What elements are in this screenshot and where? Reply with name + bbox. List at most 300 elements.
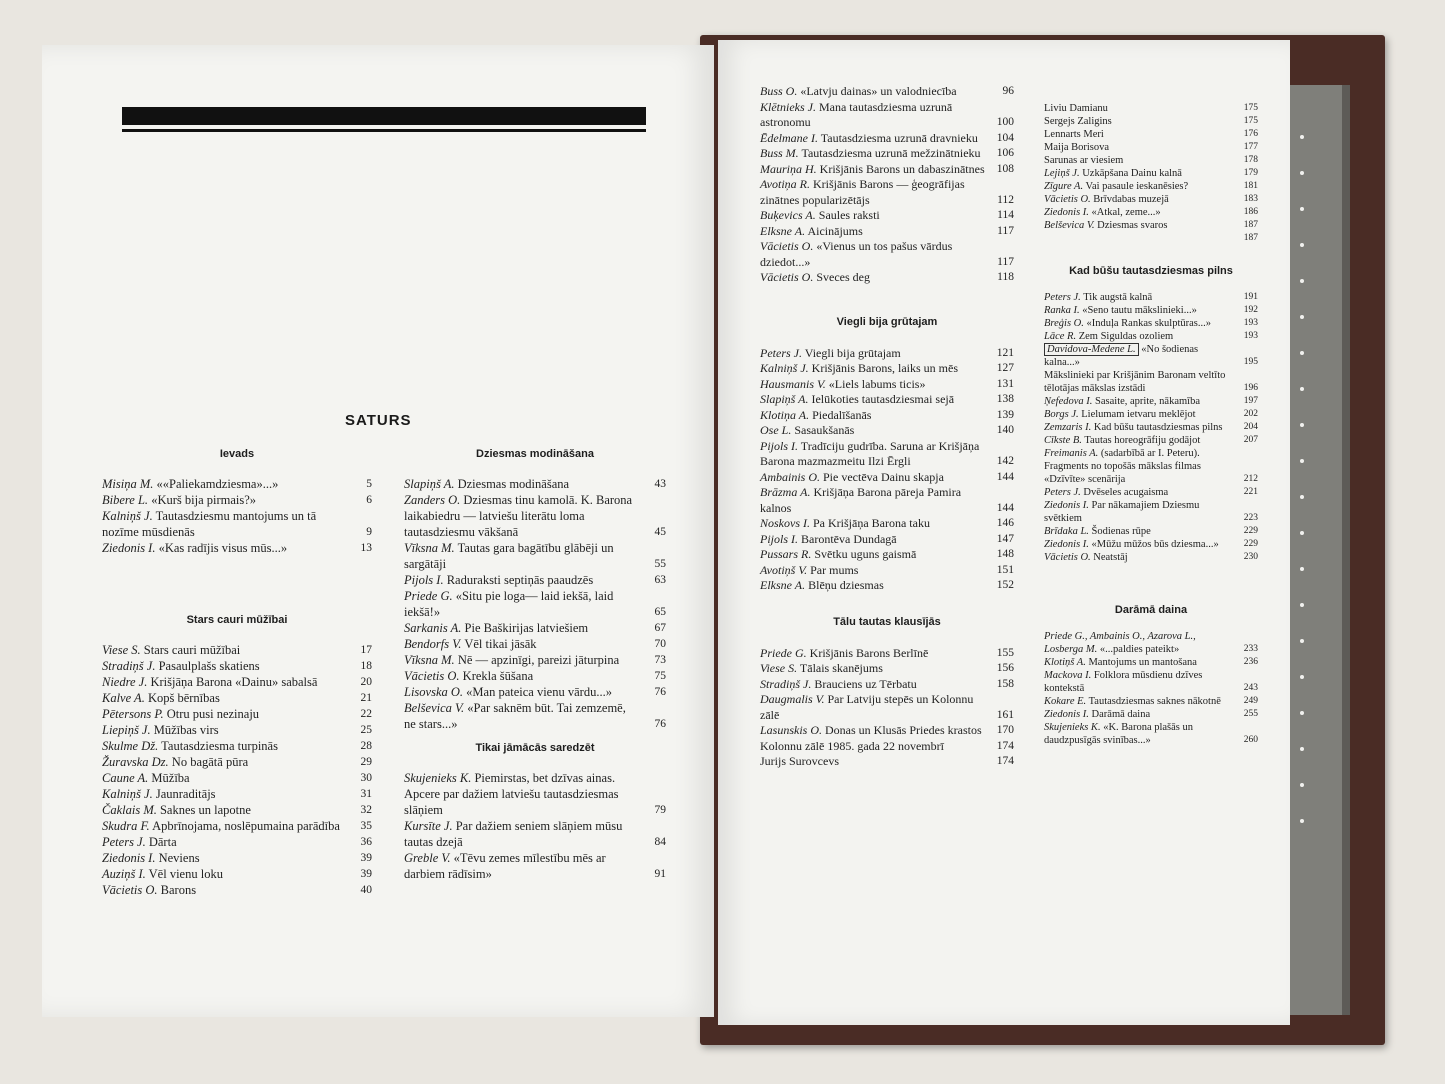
toc-entry-text xyxy=(404,476,644,492)
index-hole xyxy=(1300,783,1304,787)
toc-entry-text xyxy=(1044,141,1236,154)
toc-entry xyxy=(1044,525,1258,538)
toc-entry xyxy=(1044,206,1258,219)
toc-entry xyxy=(102,722,372,738)
toc-entry-page: 139 xyxy=(996,408,1014,421)
toc-entry-page: 175 xyxy=(1243,116,1258,126)
toc-entry xyxy=(404,476,666,492)
toc-entry-text xyxy=(102,642,350,658)
index-hole xyxy=(1300,639,1304,643)
toc-entry-title: Zem Siguldas ozoliem xyxy=(1078,331,1174,342)
toc-entry xyxy=(404,700,666,732)
toc-entry-text xyxy=(760,739,992,755)
toc-entry xyxy=(760,146,1014,162)
toc-entry xyxy=(760,346,1014,362)
toc-entry-page: 55 xyxy=(654,558,666,570)
toc-entry-text xyxy=(1044,421,1236,434)
toc-entry-page: 45 xyxy=(654,526,666,538)
toc-entry-author: Klotiņš A. xyxy=(1044,657,1086,668)
toc-entry-author: Hausmanis V. xyxy=(760,376,826,391)
toc-entry-title: «Induļa Rankas skulptūras...» xyxy=(1086,318,1212,329)
toc-entry-text xyxy=(760,439,992,470)
toc-entry-author: Kursīte J. xyxy=(404,819,453,833)
toc-entry xyxy=(760,677,1014,693)
toc-entry xyxy=(760,470,1014,486)
toc-entry xyxy=(404,850,666,882)
toc-entry-author: Ziedonis I. xyxy=(1044,539,1089,550)
toc-entry xyxy=(1044,141,1258,154)
toc-entry-title: Vēl tikai jāsāk xyxy=(464,637,537,651)
toc-entry-title: Folklora mūsdienu dzīves kontekstā xyxy=(1044,670,1203,694)
toc-entry-page: 193 xyxy=(1243,318,1258,328)
toc-entry-title: Krekla šūšana xyxy=(462,669,534,683)
toc-entry-author: Ziedonis I. xyxy=(1044,207,1089,218)
toc-entry-author: Peters J. xyxy=(1044,487,1081,498)
toc-entry xyxy=(1044,499,1258,525)
toc-entry-page: 144 xyxy=(996,501,1014,514)
toc-entry-page: 207 xyxy=(1243,435,1258,445)
toc-entry xyxy=(1044,695,1258,708)
toc-entry xyxy=(760,723,1014,739)
toc-entry xyxy=(760,162,1014,178)
toc-entry-text xyxy=(760,563,992,579)
toc-entry-title: Tautas horeogrāfiju godājot xyxy=(1084,435,1201,446)
toc-entry xyxy=(404,770,666,818)
toc-entry-title: Tautasdziesma turpinās xyxy=(161,739,278,753)
toc-entry-author: Belševica V. xyxy=(1044,220,1095,231)
toc-entry-title: Neviens xyxy=(158,851,200,865)
toc-entry-page: 29 xyxy=(360,756,372,768)
toc-entry-title: Brauciens uz Tērbatu xyxy=(814,676,917,691)
decorative-rule-thin xyxy=(122,129,646,132)
toc-entry xyxy=(102,770,372,786)
toc-entry-page: 121 xyxy=(996,346,1014,359)
toc-entry-author: Peters J. xyxy=(102,835,146,849)
toc-entry-text xyxy=(760,646,992,662)
toc-entry-page: 142 xyxy=(996,455,1014,467)
toc-entry xyxy=(760,224,1014,240)
toc-entry-page: 43 xyxy=(654,478,666,490)
toc-entry-author: Ziedonis I. xyxy=(1044,500,1089,511)
toc-entry-title: Sveces deg xyxy=(816,270,870,284)
toc-column-left-1 xyxy=(102,448,372,898)
toc-entry-author: Slapiņš A. xyxy=(760,392,809,406)
toc-entry-author: Belševica V. xyxy=(404,701,465,715)
toc-entry-author: Ose L. xyxy=(760,423,792,437)
toc-entry-title: Dziesmas tinu kamolā. K. Barona laikabiedru — latviešu literātu loma tautasdziesmu vākšanā xyxy=(404,493,633,539)
toc-entry xyxy=(760,131,1014,147)
toc-entry-title: «Atkal, zeme...» xyxy=(1091,207,1161,218)
toc-entry-author: Buss M. xyxy=(760,146,799,160)
toc-entry-text xyxy=(760,661,992,677)
toc-entry xyxy=(1044,421,1258,434)
toc-entry xyxy=(102,786,372,802)
toc-entry-page: 117 xyxy=(997,224,1014,237)
toc-entry-author: Ēdelmane I. xyxy=(760,130,818,145)
toc-entry-page: 32 xyxy=(360,804,372,816)
toc-entry-text xyxy=(404,636,644,652)
toc-entry xyxy=(1044,219,1258,232)
toc-entry-author: Peters J. xyxy=(760,345,802,360)
toc-entry xyxy=(1044,102,1258,115)
toc-entry-title: Dārta xyxy=(148,835,177,849)
toc-entry xyxy=(404,540,666,572)
toc-entry-title: Tautasdziesmas saknes nākotnē xyxy=(1088,696,1221,707)
toc-entry-title: Pasaulplašs skatiens xyxy=(158,659,260,673)
toc-entry-text xyxy=(102,802,350,818)
toc-entry-title: Krišjānis Barons — ģeogrāfijas zinātnes popularizētājs xyxy=(760,177,965,207)
toc-entry-author: Ņefedova I. xyxy=(1044,396,1093,407)
toc-entry-page: 84 xyxy=(654,836,666,848)
toc-entry-page: 22 xyxy=(360,708,372,720)
toc-entry-page: 35 xyxy=(360,820,372,832)
section-heading: Kad būšu tautasdziesmas pilns xyxy=(1069,265,1233,277)
toc-entry-title: Pie Baškirijas latviešiem xyxy=(464,621,589,635)
toc-entry-page: 260 xyxy=(1243,735,1258,745)
toc-entry-author: Pussars R. xyxy=(760,547,812,561)
toc-entry-page: 187 xyxy=(1243,220,1258,230)
toc-entry-author: Elksne A. xyxy=(760,578,806,592)
toc-entry xyxy=(1044,304,1258,317)
toc-entry-text xyxy=(760,392,992,408)
toc-entry-page: 30 xyxy=(360,772,372,784)
toc-entry xyxy=(1044,291,1258,304)
toc-entry-text xyxy=(1044,219,1236,232)
toc-entry-author: Lāce R. xyxy=(1044,331,1077,342)
toc-entry-text xyxy=(102,818,350,834)
toc-entry xyxy=(760,563,1014,579)
toc-entry-title: Piedalīšanās xyxy=(812,407,872,422)
index-hole xyxy=(1300,711,1304,715)
toc-entry xyxy=(760,208,1014,224)
toc-entry xyxy=(1044,708,1258,721)
toc-entry-title: Neatstāj xyxy=(1093,552,1128,563)
toc-entry-title: Saules raksti xyxy=(818,208,880,222)
toc-entry-title: Brīvdabas muzejā xyxy=(1093,194,1169,205)
toc-entry-title: Pa Krišjāņa Barona taku xyxy=(813,516,930,530)
toc-entry-page: 79 xyxy=(654,804,666,816)
toc-entry-text xyxy=(404,652,644,668)
toc-entry xyxy=(102,690,372,706)
toc-entry-page: 40 xyxy=(360,884,372,896)
toc-entry-text xyxy=(760,408,992,424)
toc-entry-page: 91 xyxy=(654,868,666,880)
index-hole xyxy=(1300,315,1304,319)
toc-entry-text xyxy=(1044,525,1236,538)
toc-entry xyxy=(102,818,372,834)
toc-entry-author: Pijols I. xyxy=(760,438,798,453)
toc-entry xyxy=(102,540,372,556)
toc-entry-author: Viese S. xyxy=(760,661,798,675)
toc-entry-text xyxy=(404,668,644,684)
toc-entry-author: Priede G. xyxy=(760,645,807,660)
toc-entry-author: Čaklais M. xyxy=(102,803,157,817)
toc-entry-author: Viese S. xyxy=(102,643,141,657)
toc-entry-page: 9 xyxy=(366,526,372,538)
toc-entry-text xyxy=(404,684,644,700)
toc-entry-page: 243 xyxy=(1243,683,1258,693)
toc-entry-author: Avotiņš V. xyxy=(760,562,808,577)
section-heading: Ievads xyxy=(219,448,255,460)
toc-entry-author: Stradiņš J. xyxy=(760,676,812,691)
toc-entry-text xyxy=(1044,317,1236,330)
toc-entry-page: 100 xyxy=(996,116,1014,128)
toc-entry-text xyxy=(1044,343,1236,369)
toc-entry-page: 230 xyxy=(1243,552,1258,562)
toc-entry-text xyxy=(1044,395,1236,408)
toc-entry-title: Tālais skanējums xyxy=(799,661,883,675)
toc-entry-author: Kokare E. xyxy=(1044,696,1087,707)
toc-entry-author: Vācietis O. xyxy=(1044,552,1091,563)
toc-entry-text xyxy=(102,540,350,556)
toc-entry-text xyxy=(1044,291,1236,304)
toc-entry xyxy=(102,738,372,754)
toc-entry-page: 108 xyxy=(996,162,1014,175)
toc-entry-author: Skujenieks K. xyxy=(404,771,472,785)
toc-entry-author: Buss O. xyxy=(760,84,798,98)
toc-entry-page: 204 xyxy=(1243,422,1258,432)
toc-entry-title: Stars cauri mūžībai xyxy=(143,643,241,657)
index-hole xyxy=(1300,207,1304,211)
toc-entry-page: 39 xyxy=(360,868,372,880)
toc-entry xyxy=(760,547,1014,563)
toc-entry-page: 13 xyxy=(360,542,372,554)
toc-entry-title: Raduraksti septiņās paaudzēs xyxy=(446,573,594,587)
toc-entry-page: 161 xyxy=(996,708,1014,721)
toc-entry xyxy=(404,668,666,684)
toc-entry-text xyxy=(760,84,992,100)
toc-entry-text xyxy=(1044,115,1236,128)
toc-entry-title: Otru pusi nezinaju xyxy=(166,707,260,721)
toc-entry-author: Bibere L. xyxy=(102,493,149,507)
toc-entry-title: Tik augstā kalnā xyxy=(1083,292,1153,303)
toc-entry-page: 25 xyxy=(360,724,372,736)
toc-entry-title: Jaunraditājs xyxy=(155,787,216,801)
toc-entry-page: 112 xyxy=(997,193,1014,206)
toc-entry-title: Lielumam ietvaru meklējot xyxy=(1081,409,1196,420)
toc-entry-title: «Kurš bija pirmais?» xyxy=(151,493,257,507)
toc-entry-page: 5 xyxy=(366,478,372,490)
toc-entry xyxy=(1044,369,1258,395)
toc-entry-text xyxy=(760,470,992,486)
section-heading: Stars cauri mūžībai xyxy=(186,614,288,626)
toc-entry-page: 202 xyxy=(1243,409,1258,419)
toc-entry-author: Žuravska Dz. xyxy=(102,755,169,769)
toc-entry-title: «Situ pie loga— laid iekšā, laid iekšā!» xyxy=(404,589,614,619)
toc-entry xyxy=(760,578,1014,594)
toc-entry-title: No bagātā pūra xyxy=(171,755,249,769)
toc-entry-title: Barons xyxy=(160,883,197,897)
toc-entry-page: 175 xyxy=(1243,103,1258,113)
toc-entry-page: 156 xyxy=(996,662,1014,674)
toc-entry xyxy=(760,692,1014,723)
toc-entry xyxy=(1044,154,1258,167)
toc-entry-title: Par dažiem seniem slāņiem mūsu tautas dzejā xyxy=(404,819,623,849)
toc-entry-page: 192 xyxy=(1243,305,1258,315)
toc-entry xyxy=(1044,721,1258,747)
toc-entry-title: «Man pateica vienu vārdu...» xyxy=(466,685,612,699)
toc-entry-author: Lisovska O. xyxy=(404,685,464,699)
toc-entry-author: Zemzaris I. xyxy=(1044,422,1092,433)
toc-entry-title: ««Paliekamdziesma»...» xyxy=(156,477,279,491)
toc-entry xyxy=(102,476,372,492)
toc-entry-text xyxy=(404,588,644,620)
toc-entry-text xyxy=(1044,408,1236,421)
toc-entry xyxy=(1044,447,1258,486)
toc-entry-text xyxy=(404,492,644,540)
index-hole xyxy=(1300,531,1304,535)
toc-entry-title: «Liels labums ticis» xyxy=(828,376,926,391)
toc-entry-author: Lasunskis O. xyxy=(760,723,823,737)
toc-entry-title: Piemirstas, bet dzīvas ainas. Apcere par dažiem latviešu tautasdziesmas slāņiem xyxy=(404,771,619,817)
toc-entry xyxy=(760,84,1014,100)
index-hole xyxy=(1300,819,1304,823)
toc-entry-title: «K. Barona plašās un daudzpusīgās svinības...» xyxy=(1044,722,1194,746)
toc-entry-page: 155 xyxy=(996,646,1014,659)
toc-entry-text xyxy=(760,547,992,563)
toc-entry-author: Ziedonis I. xyxy=(102,851,156,865)
toc-entry-text xyxy=(102,476,350,492)
toc-entry-title: Jurijs Surovcevs xyxy=(760,754,839,768)
toc-entry-page: 236 xyxy=(1243,657,1258,667)
toc-entry-author: Davidova-Medene L. xyxy=(1044,343,1139,356)
toc-entry-title: Darāmā daina xyxy=(1091,709,1151,720)
index-hole xyxy=(1300,243,1304,247)
toc-entry-page: 233 xyxy=(1243,644,1258,654)
index-hole xyxy=(1300,351,1304,355)
toc-entry-page: 212 xyxy=(1243,474,1258,484)
toc-entry-title: Par Latviju stepēs un Kolonnu zālē xyxy=(760,692,974,722)
toc-entry xyxy=(102,658,372,674)
toc-entry-author: Cīkste B. xyxy=(1044,435,1082,446)
toc-entry-author: Pijols I. xyxy=(404,573,444,587)
toc-entry-title: Par nākamajiem Dziesmu svētkiem xyxy=(1044,500,1200,524)
toc-entry-page: 174 xyxy=(996,739,1014,752)
toc-entry xyxy=(102,866,372,882)
toc-entry-text xyxy=(102,690,350,706)
toc-entry-author: Stradiņš J. xyxy=(102,659,156,673)
toc-entry-page: 181 xyxy=(1243,181,1258,191)
toc-entry xyxy=(760,754,1014,770)
toc-entry-title: Dziesmas svaros xyxy=(1097,220,1168,231)
toc-entry-page: 76 xyxy=(654,686,666,698)
toc-entry-text xyxy=(760,162,992,178)
toc-entry-page: 174 xyxy=(996,755,1014,767)
toc-entry-author: Buķevics A. xyxy=(760,208,816,222)
toc-entry-text xyxy=(1044,538,1236,551)
toc-entry-author: Freimanis A. xyxy=(1044,448,1099,459)
toc-entry-text xyxy=(760,578,992,594)
toc-entry xyxy=(1044,232,1258,245)
toc-entry-text xyxy=(1044,434,1236,447)
toc-entry-title: Aicinājums xyxy=(807,223,863,238)
toc-entry-page: 196 xyxy=(1243,383,1258,393)
toc-entry-title: Blēņu dziesmas xyxy=(808,578,884,592)
toc-entry xyxy=(404,588,666,620)
toc-entry-text xyxy=(1044,154,1236,167)
toc-entry-text xyxy=(1044,330,1236,343)
toc-entry xyxy=(102,674,372,690)
toc-entry-page: 249 xyxy=(1243,696,1258,706)
toc-entry-page: 104 xyxy=(996,131,1014,144)
toc-entry-title: Vai pasaule ieskanēsies? xyxy=(1085,181,1189,192)
toc-entry-author: Ambainis O. xyxy=(760,469,820,484)
toc-entry-author: Brīdaka L. xyxy=(1044,526,1089,537)
toc-entry-title: «...paldies pateikt» xyxy=(1099,644,1180,655)
toc-entry-page: 6 xyxy=(366,494,372,506)
toc-entry-text xyxy=(102,706,350,722)
toc-entry-text xyxy=(760,239,992,270)
toc-entry-text xyxy=(760,677,992,693)
toc-entry-title: Mūžība xyxy=(151,771,190,785)
toc-entry-page: 229 xyxy=(1243,526,1258,536)
toc-entry xyxy=(1044,167,1258,180)
toc-entry-title: Dvēseles acugaisma xyxy=(1083,487,1169,498)
toc-entry-page: 177 xyxy=(1243,142,1258,152)
toc-entry-title: Liviu Damianu xyxy=(1044,103,1108,114)
toc-entry-text xyxy=(760,270,992,286)
toc-entry-author: Pijols I. xyxy=(760,531,798,546)
toc-entry-text xyxy=(760,723,992,739)
toc-entry-title: Lennarts Meri xyxy=(1044,129,1104,140)
toc-entry xyxy=(102,754,372,770)
toc-entry-title: «Kas radījis visus mūs...» xyxy=(158,541,288,555)
toc-entry xyxy=(102,834,372,850)
toc-column-right-2 xyxy=(1044,102,1258,747)
toc-entry-title: (sadarbībā ar I. Peteru). Fragments no topošās mākslas filmas «Dzīvīte» scenārija xyxy=(1044,448,1201,485)
toc-entry-page: 176 xyxy=(1243,129,1258,139)
toc-entry-title: Sasaite, aprite, nākamība xyxy=(1095,396,1200,407)
toc-entry-title: Uzkāpšana Dainu kalnā xyxy=(1082,168,1182,179)
toc-entry-title: Mana tautasdziesma uzrunā astronomu xyxy=(760,99,953,129)
toc-entry-author: Breģis O. xyxy=(1044,318,1084,329)
index-hole xyxy=(1300,675,1304,679)
toc-entry-page: 117 xyxy=(997,255,1014,268)
toc-entry xyxy=(760,408,1014,424)
toc-entry-page: 178 xyxy=(1243,155,1258,165)
toc-entry-title: Donas un Klusās Priedes krastos xyxy=(825,723,982,737)
toc-entry-text xyxy=(1044,630,1236,656)
toc-entry-text xyxy=(404,540,644,572)
toc-entry-author: Kalve A. xyxy=(102,691,145,705)
toc-entry-title: Par mums xyxy=(810,562,859,577)
toc-column-right-1 xyxy=(760,84,1014,770)
toc-entry xyxy=(1044,330,1258,343)
toc-entry xyxy=(760,439,1014,470)
section-heading: Tālu tautas klausījās xyxy=(833,615,941,628)
section-heading: Darāmā daina xyxy=(1114,604,1188,616)
toc-entry-text xyxy=(1044,102,1236,115)
toc-entry-title: Tautasdziesmu mantojums un tā nozīme mūsdienās xyxy=(102,509,317,539)
toc-entry-title: Apbrīnojama, noslēpumaina parādība xyxy=(152,819,340,833)
toc-entry xyxy=(1044,656,1258,669)
toc-entry-page: 18 xyxy=(360,660,372,672)
toc-entry-page: 186 xyxy=(1243,207,1258,217)
toc-entry-text xyxy=(102,866,350,882)
toc-entry-page: 193 xyxy=(1243,331,1258,341)
toc-entry-page: 20 xyxy=(360,676,372,688)
toc-entry-author: Vācietis O. xyxy=(404,669,460,683)
toc-entry-text xyxy=(404,572,644,588)
toc-entry-title: Ielūkoties tautasdziesmai sejā xyxy=(811,392,955,406)
toc-entry-author: Elksne A. xyxy=(760,223,806,238)
toc-entry-page: 255 xyxy=(1243,709,1258,719)
toc-entry-page: 114 xyxy=(997,209,1014,221)
toc-entry xyxy=(760,646,1014,662)
toc-entry-text xyxy=(1044,206,1236,219)
index-hole xyxy=(1300,567,1304,571)
toc-entry-text xyxy=(102,658,350,674)
